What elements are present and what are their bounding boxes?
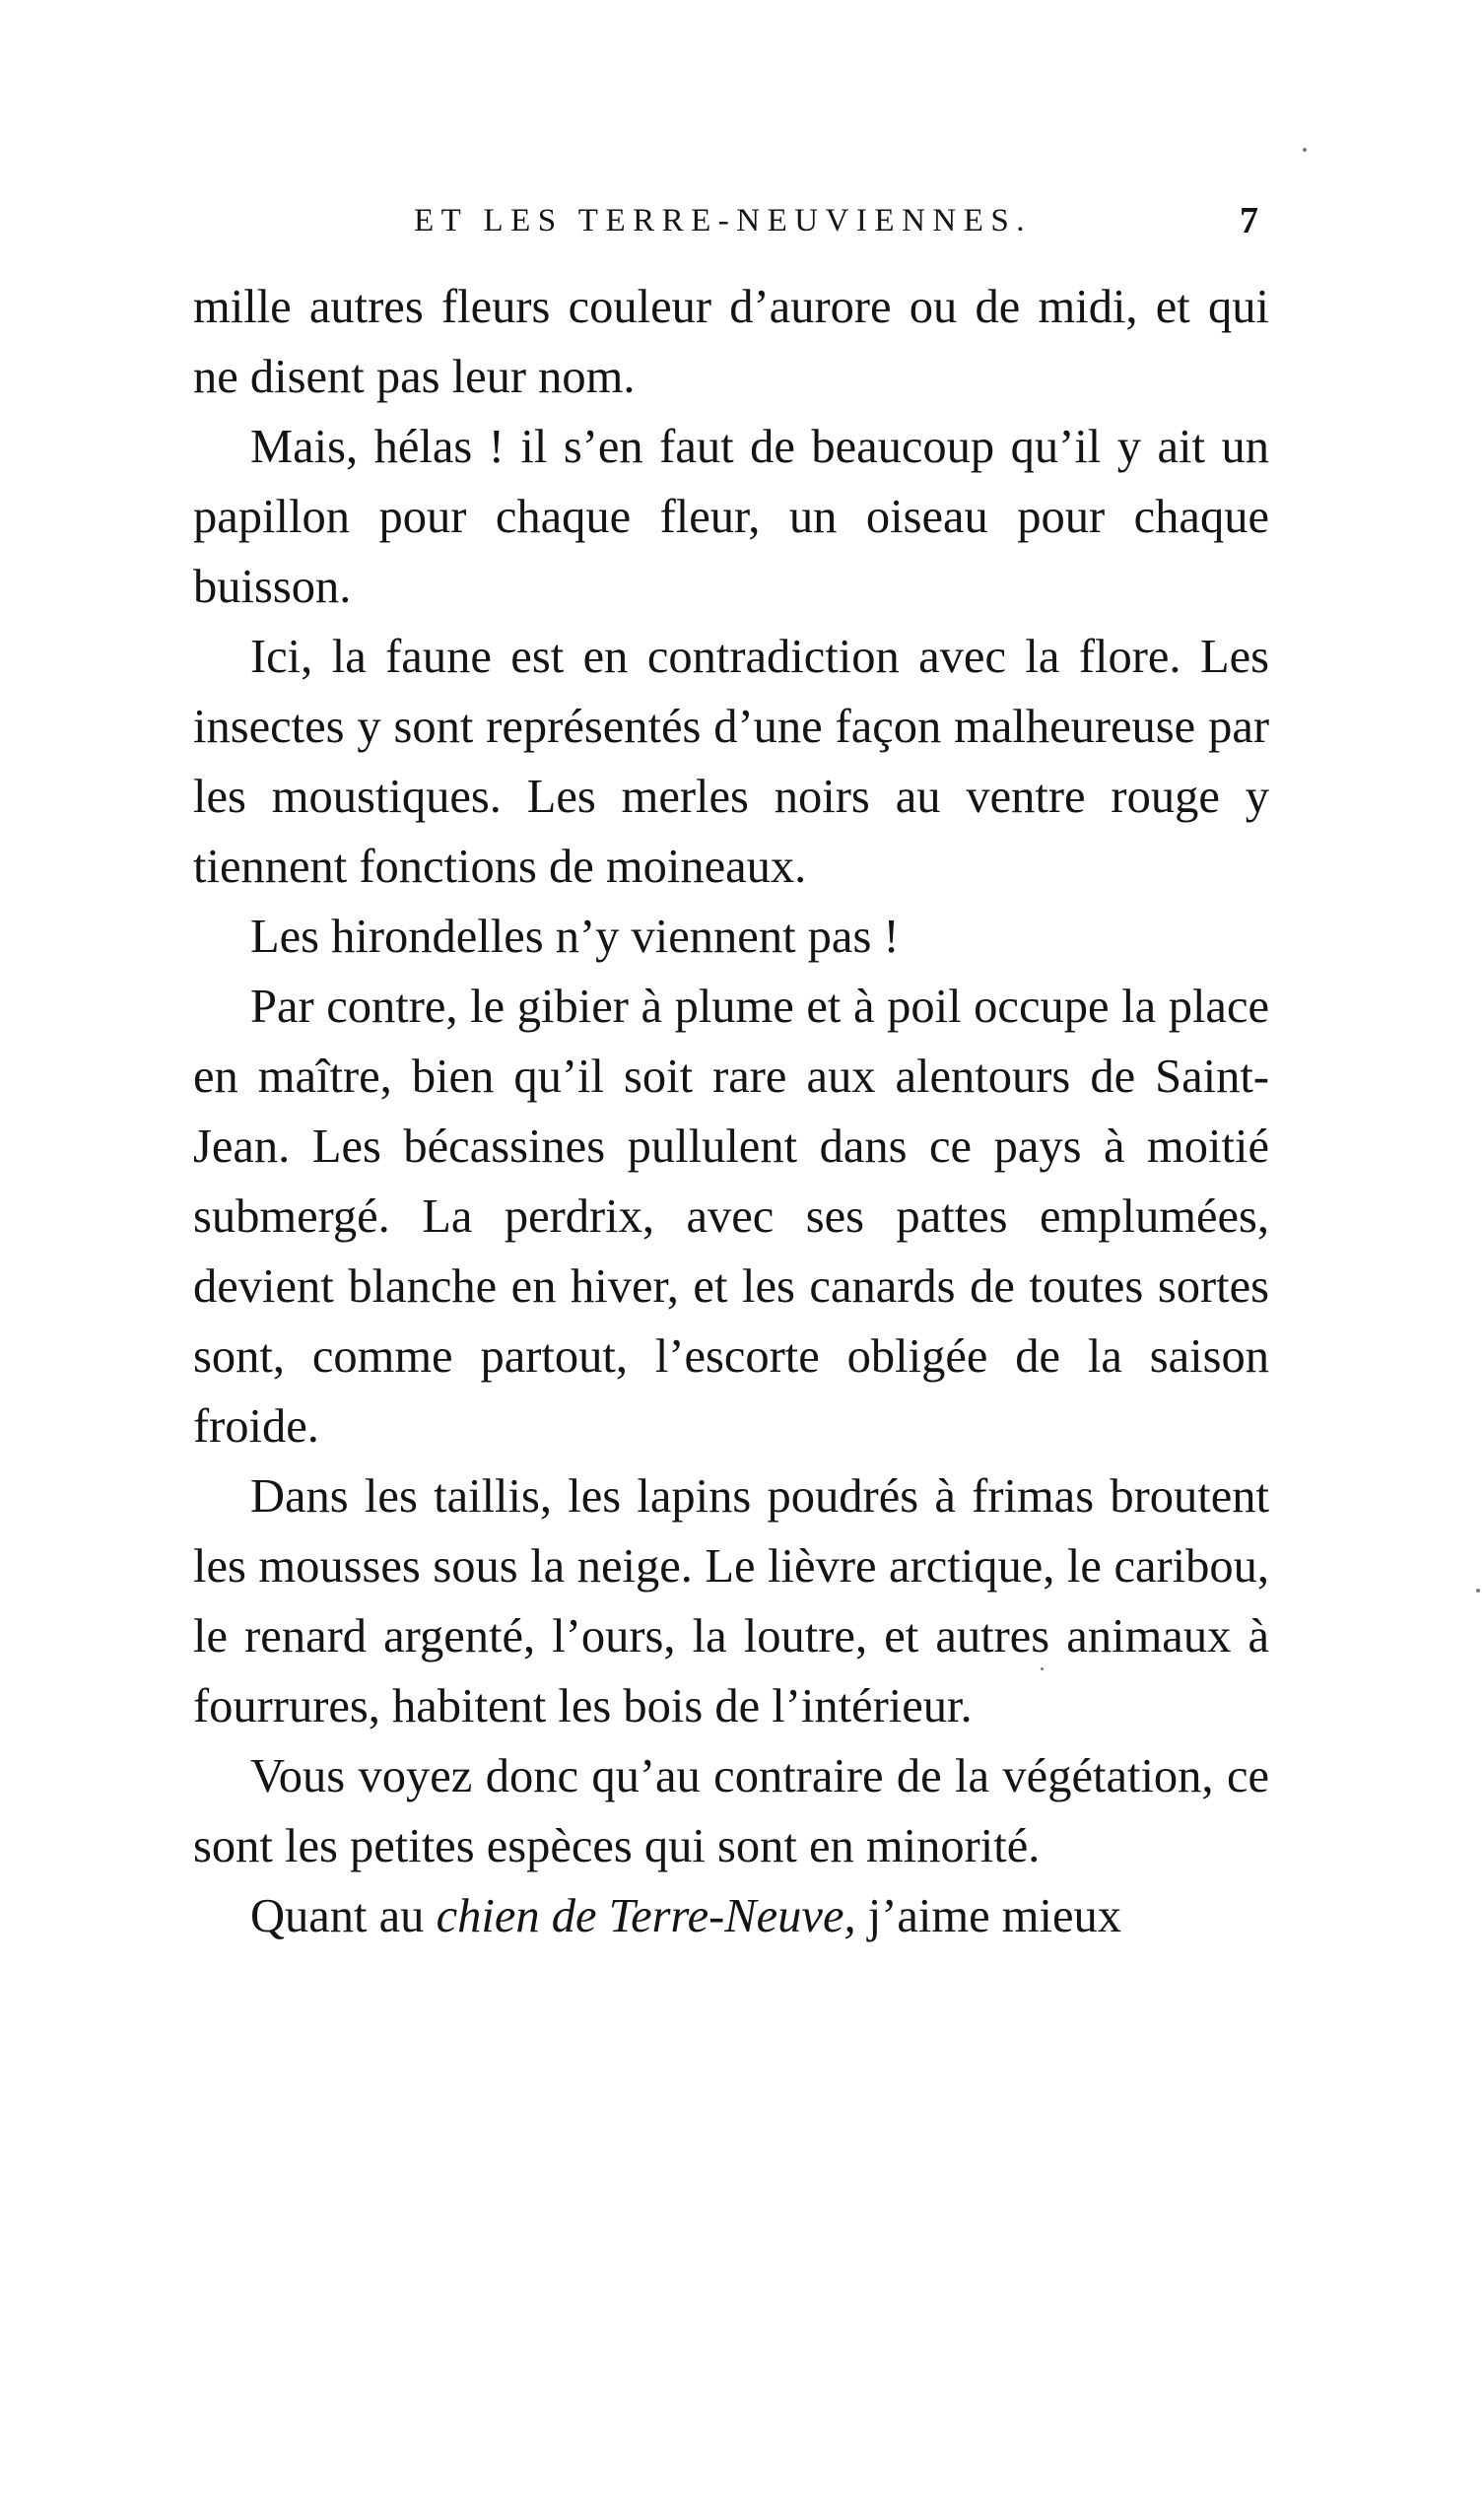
paragraph: Ici, la faune est en contradiction avec la flore. Les insectes y sont représentés d’une façon malheureuse par les moustiques. Les merles noirs au ventre rouge y tiennent fonctions de moineaux.	[193, 631, 1269, 893]
running-head: ET LES TERRE-NEUVIENNES.	[414, 203, 1032, 238]
paragraph: mille autres fleurs couleur d’aurore ou de midi, et qui ne disent pas leur nom.	[193, 281, 1269, 403]
paragraph: Vous voyez donc qu’au contraire de la végétation, ce sont les petites espèces qui sont en minorité.	[193, 1750, 1269, 1872]
paragraph-text-before: Quant au	[250, 1890, 437, 1942]
scan-speck	[1041, 1667, 1044, 1670]
paragraph: Dans les taillis, les lapins poudrés à frimas broutent les mousses sous la neige. Le lièvre arctique, le caribou, le renard argenté, l’ours, la loutre, et autres animaux à fourrures, habitent les bois de l’intérieur.	[193, 1470, 1269, 1732]
scan-speck	[1476, 1589, 1480, 1593]
paragraph-text-after: j’aime mieux	[855, 1890, 1121, 1942]
body-text	[193, 272, 1269, 1951]
paragraph: Mais, hélas ! il s’en faut de beaucoup qu’il y ait un papillon pour chaque fleur, un oiseau pour chaque buisson.	[193, 421, 1269, 613]
paragraph: Par contre, le gibier à plume et à poil occupe la place en maître, bien qu’il soit rare aux alentours de Saint-Jean. Les bécassines pullulent dans ce pays à moitié submergé. La perdrix, avec ses pattes emplumées, devient blanche en hiver, et les canards de toutes sortes sont, comme partout, l’escorte obligée de la saison froide.	[193, 981, 1269, 1453]
page-number: 7	[1240, 200, 1258, 241]
italic-phrase: chien de Terre-Neuve,	[436, 1890, 856, 1942]
paragraph-last	[193, 1881, 1269, 1951]
paragraph: Les hirondelles n’y viennent pas !	[250, 911, 900, 963]
scan-speck	[1303, 148, 1307, 152]
